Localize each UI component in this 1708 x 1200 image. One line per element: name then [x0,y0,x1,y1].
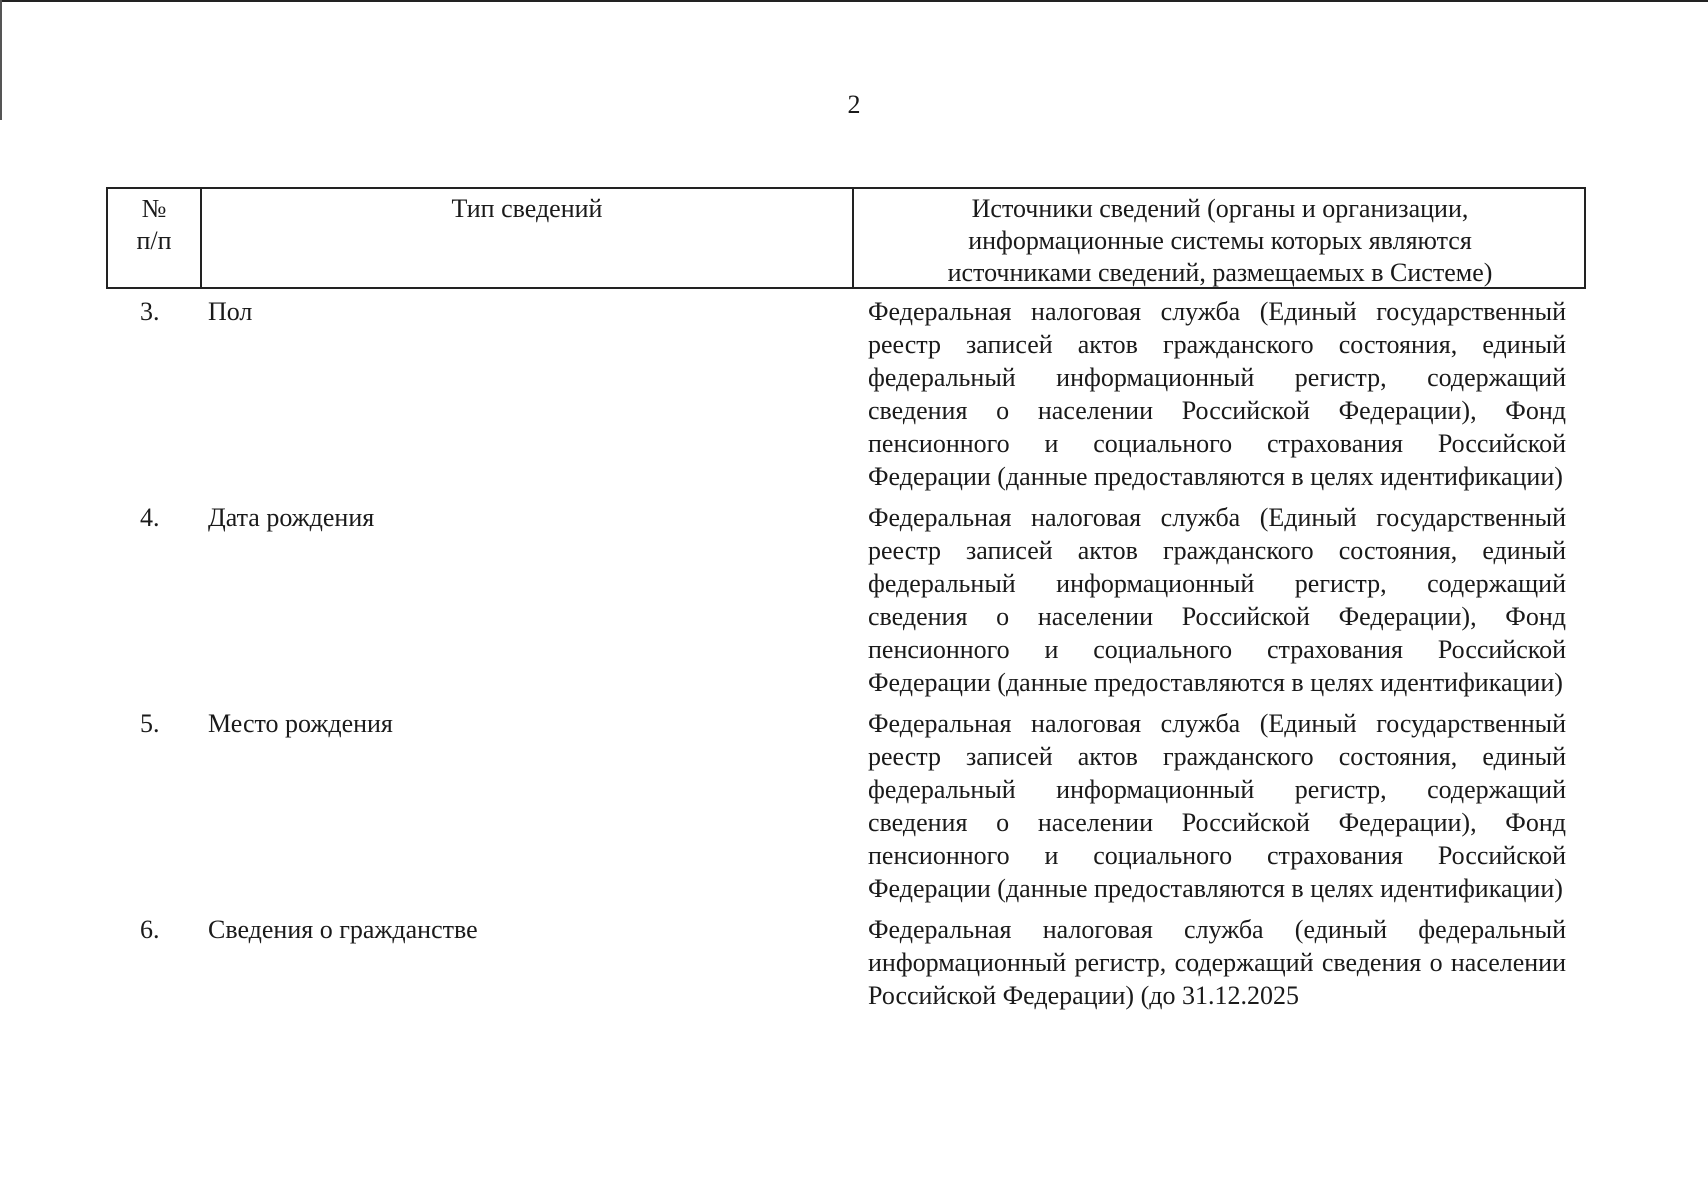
page-number: 2 [847,90,861,119]
row-type: Сведения о гражданстве [208,915,478,944]
row-sources: Федеральная налоговая служба (Единый государственный реестр записей актов гражданского состояния, единый федеральный информационный регистр, содержащий сведения о населении Российской Федерации), Фонд пенсионного и социального страхования Российской Федерации (данные предоставляются в целях идентификации) [868,709,1566,903]
sources-table [106,187,1586,1012]
table-row [106,913,1586,1012]
header-sources: Источники сведений (органы и организации, информационные системы которых являются источниками сведений, размещаемых в Системе) [852,189,1586,289]
table-row [106,707,1586,905]
row-sources: Федеральная налоговая служба (Единый государственный реестр записей актов гражданского состояния, единый федеральный информационный регистр, содержащий сведения о населении Российской Федерации), Фонд пенсионного и социального страхования Российской Федерации (данные предоставляются в целях идентификации) [868,297,1566,491]
row-type: Дата рождения [208,503,375,532]
row-num: 3. [140,297,160,326]
scan-edge-top [0,0,1708,2]
row-sources: Федеральная налоговая служба (Единый государственный реестр записей актов гражданского состояния, единый федеральный информационный регистр, содержащий сведения о населении Российской Федерации), Фонд пенсионного и социального страхования Российской Федерации (данные предоставляются в целях идентификации) [868,503,1566,697]
header-num: № п/п [136,194,172,255]
table-header [106,187,1586,289]
row-num: 6. [140,915,160,944]
table-row [106,501,1586,699]
row-num: 4. [140,503,160,532]
row-sources: Федеральная налоговая служба (единый федеральный информационный регистр, содержащий сведения о населении Российской Федерации) (до 31.12.2025 [868,915,1566,1010]
row-type: Место рождения [208,709,393,738]
table-row [106,295,1586,493]
header-type: Тип сведений [200,189,852,289]
row-num: 5. [140,709,160,738]
row-type: Пол [208,297,253,326]
